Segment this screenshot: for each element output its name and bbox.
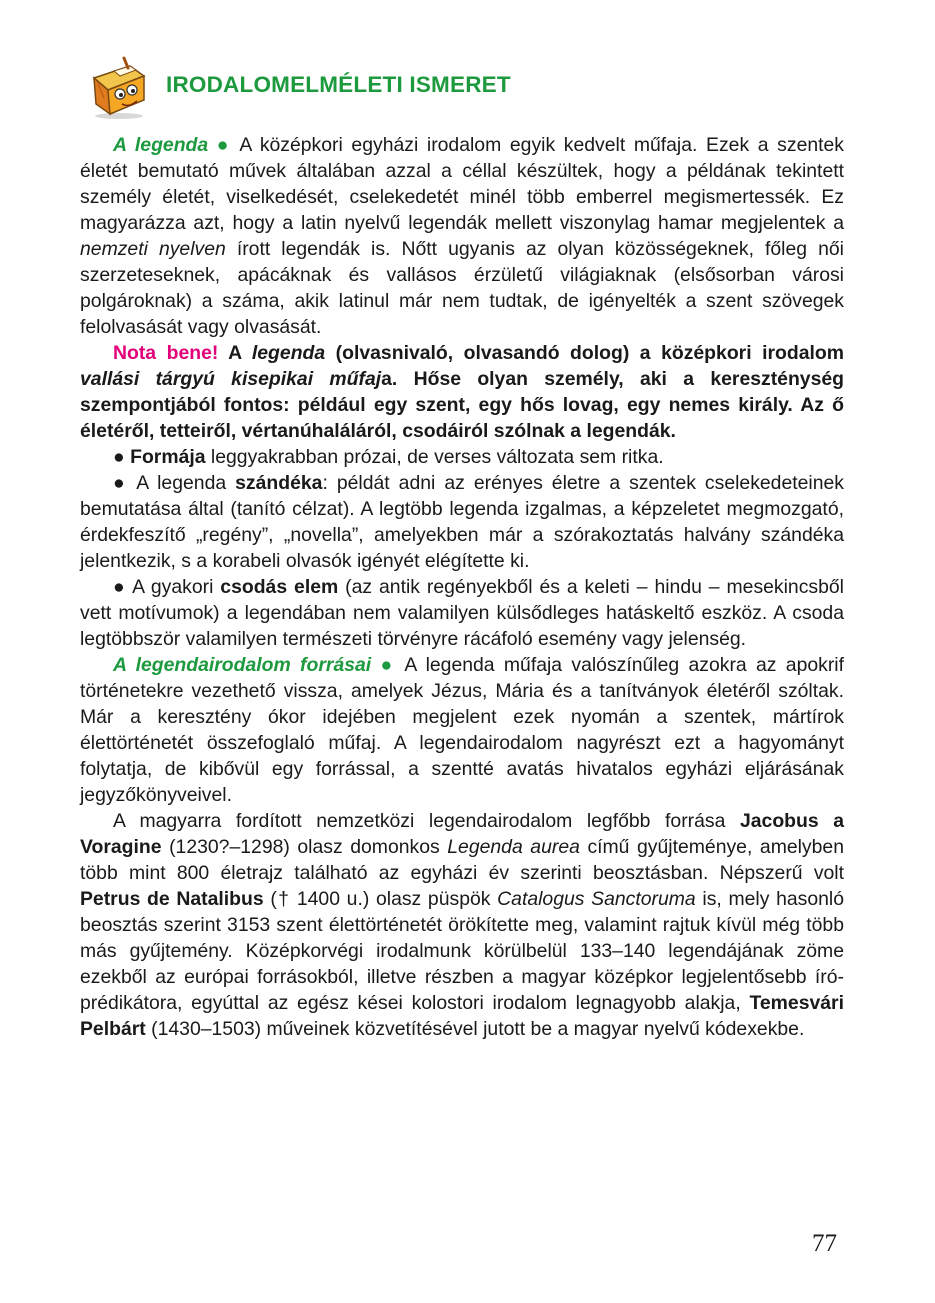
bullet: ● <box>371 654 405 676</box>
nota-bene-label: Nota bene! <box>113 342 219 364</box>
paragraph-legenda: A legenda ● A középkori egyházi irodalom egyik kedvelt műfaja. Ezek a szentek életét bemutató művek általában azzal a céllal készültek, hogy a példának tekintett személy életét, viselkedését, cselekedetét minél több emberrel megismertessék. Ez magyarázza azt, hogy a latin nyelvű legendák mellett viszonylag hamar megjelentek a nemzeti nyelven írott legendák is. Nőtt ugyanis az olyan közösségeknek, főleg női szerzeteseknek, apácáknak és vallásos érzületű világiaknak (elsősorban városi polgároknak) a száma, akik latinul már nem tudtak, de igényelték a szent szövegek felolvasását vagy olvasását. <box>80 134 845 338</box>
term-legenda: A legenda <box>113 134 209 156</box>
section-header <box>84 54 684 120</box>
body-text <box>80 132 844 1042</box>
book-with-face-icon <box>84 54 154 120</box>
page-number: 77 <box>812 1230 837 1257</box>
term-forrasai: A legendairodalom forrásai <box>113 654 372 676</box>
paragraph-nota-bene: Nota bene! A legenda (olvasnivaló, olvasandó dolog) a középkori irodalom vallási tárgyú kisepikai műfaja. Hőse olyan személy, aki a kereszténység szempontjából fontos: például egy szent, egy hős lovag, egy nemes király. Az ő életéről, tetteiről, vértanúhaláláról, csodáiról szólnak a legendák. <box>80 342 844 442</box>
paragraph-forrasai: A legendairodalom forrásai ● A legenda műfaja valószínűleg azokra az apokrif történetekre vezethető vissza, amelyek Jézus, Mária és a tanítványok életéről szóltak. Már a keresztény ókor idejében megjelent ezek nyomán a szentek, mártírok élettörténetét összefoglaló műfaj. A legendairodalom nagyrészt ezt a hagyományt folytatja, de kibővül egy forrással, a szentté avatás hivatalos egyházi eljárásának jegyzőkönyveivel. <box>80 654 844 806</box>
paragraph-szandeka: ● A legenda szándéka: példát adni az erényes életre a szentek cselekedeteinek bemutatása által (tanító célzat). A legtöbb legenda izgalmas, a képzeletet megmozgató, érdekfeszítő „regény”, „novella”, amelyekben már a szórakoztatás halvány szándéka jelentkezik, s a korabeli olvasók igényét elégítette ki. <box>80 472 844 572</box>
paragraph-magyar-forrasok: A magyarra fordított nemzetközi legendairodalom legfőbb forrása Jacobus a Voragine (1230?–1298) olasz domonkos Legenda aurea című gyűjteménye, amelyben több mint 800 életrajz található az egyházi év szerinti beosztásban. Népszerű volt Petrus de Natalibus († 1400 u.) olasz püspök Catalogus Sanctoruma is, mely hasonló beosztás szerint 3153 szent élettörténetét örökítette meg, valamint rajtuk kívül még több más gyűjtemény. Középkorvégi irodalmunk körülbelül 133–140 legendájának zöme ezekből az európai forrásokból, illetve részben a magyar középkor legjelentősebb író-prédikátora, egyúttal az egész kései kolostori irodalom legnagyobb alakja, Temesvári Pelbárt (1430–1503) műveinek közvetítésével jutott be a magyar nyelvű kódexekbe. <box>80 810 845 1040</box>
paragraph-csodas-elem: ● A gyakori csodás elem (az antik regényekből és a keleti – hindu – mesekincsből vett motívumok) a legendában nem valamilyen külsődleges hatáskeltő eszköz. A csoda legtöbbször valamilyen természeti törvényre rácáfoló esemény vagy jelenség. <box>80 576 844 650</box>
paragraph-forma: ● Formája leggyakrabban prózai, de verses változata sem ritka. <box>113 446 664 468</box>
bullet: ● <box>208 134 240 156</box>
section-title: IRODALOMELMÉLETI ISMERET <box>166 72 511 97</box>
